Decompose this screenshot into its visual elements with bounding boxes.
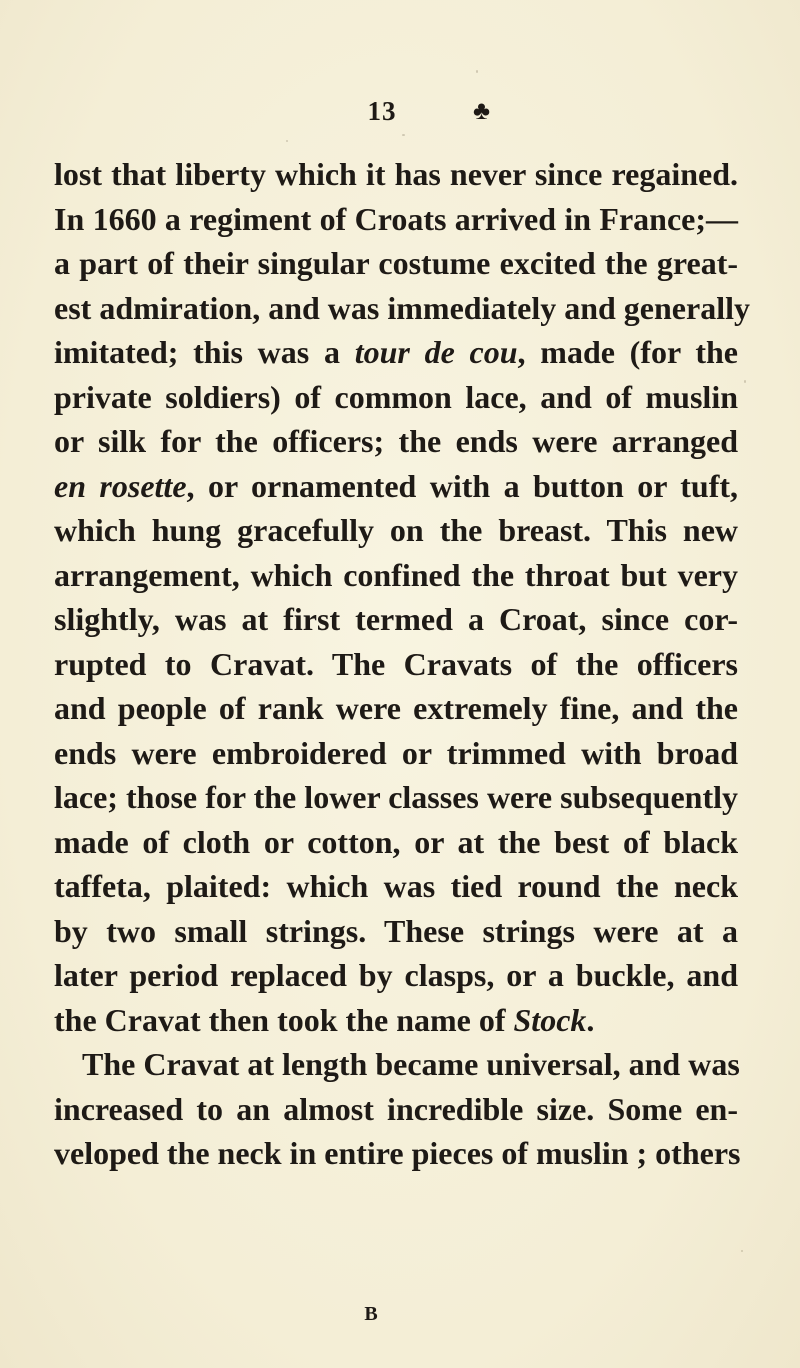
text-line: rupted to Cravat. The Cravats of the officers (54, 645, 738, 682)
text-line: lost that liberty which it has never since regained. (54, 156, 738, 192)
text-line: by two small strings. These strings were at a (54, 912, 738, 949)
text-line: In 1660 a regiment of Croats arrived in France;— (54, 200, 738, 237)
text-line: The Cravat at length became universal, and was (82, 1046, 740, 1082)
text-line: or silk for the officers; the ends were arranged (54, 423, 738, 459)
text-line: increased to an almost incredible size. Some en- (54, 1090, 738, 1127)
paper-speck (744, 380, 746, 383)
text-segment: imitated; this was a (54, 334, 355, 370)
text-line: arrangement, which confined the throat but very (54, 556, 738, 593)
body-text (54, 152, 750, 1176)
ornament-icon: ♣ (473, 96, 491, 125)
text-line (54, 464, 738, 509)
text-line: later period replaced by clasps, or a buckle, and (54, 957, 738, 993)
text-line: est admiration, and was immediately and generally (54, 289, 750, 326)
paper-speck (476, 70, 478, 73)
text-line: veloped the neck in entire pieces of muslin ; others (54, 1135, 741, 1171)
text-line: slightly, was at first termed a Croat, since cor- (54, 601, 738, 637)
text-segment: . (586, 1001, 595, 1038)
italic-phrase: Stock (513, 1001, 587, 1038)
text-line: made of cloth or cotton, or at the best of black (54, 823, 738, 860)
page-number: 13 (367, 96, 397, 126)
text-segment: , or ornamented with a button or tuft, (186, 467, 739, 504)
text-line: lace; those for the lower classes were subsequently (54, 779, 738, 815)
paper-speck (286, 140, 288, 142)
text-line (54, 330, 738, 375)
paper-speck (741, 1250, 743, 1252)
signature-mark: B (364, 1303, 378, 1325)
text-line: which hung gracefully on the breast. This new (54, 512, 738, 548)
text-line: and people of rank were extremely fine, and the (54, 690, 738, 726)
italic-phrase: en rosette (54, 467, 187, 504)
text-line: a part of their singular costume excited the great- (54, 245, 738, 281)
text-line: taffeta, plaited: which was tied round the neck (54, 868, 738, 904)
text-line: private soldiers) of common lace, and of muslin (54, 378, 738, 415)
text-line: ends were embroidered or trimmed with broad (54, 734, 738, 771)
italic-phrase: tour de cou (354, 334, 518, 370)
text-segment: the Cravat then took the name of (54, 1001, 514, 1038)
text-line (54, 998, 738, 1043)
paper-speck (402, 134, 405, 136)
text-segment: , made (for the (517, 334, 739, 370)
